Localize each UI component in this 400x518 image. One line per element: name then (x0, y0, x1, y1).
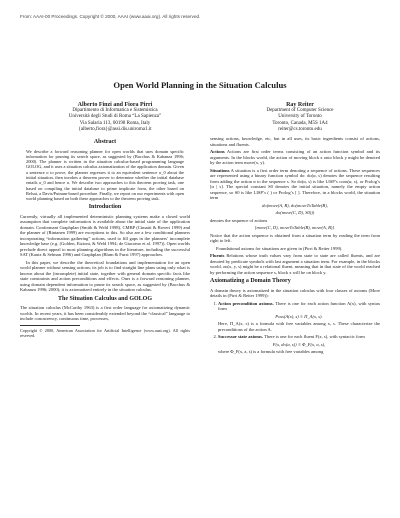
authors-left-affiliation-2: Università degli Studi di Roma “La Sapienza” (68, 114, 162, 120)
situation-calculus-heading: The Situation Calculus and GOLOG (57, 295, 153, 302)
abstract-heading: Abstract (93, 139, 117, 145)
actions-runin: Actions (210, 149, 225, 154)
item2-runin: Successor state axioms. (218, 334, 264, 339)
situation-term-line-2: do(move(C, D), S0))) (275, 210, 315, 215)
actions-text: Actions are first order terms consisting of an action function symbol and its arguments. In the blocks world, the action of moving block x onto block y might be denoted by the action term move(x, y). (210, 149, 380, 165)
left-column (20, 136, 190, 338)
actions-paragraph (210, 149, 380, 166)
copyright-header-note: From: AAAI-00 Proceedings. Copyright © 2000, AAAI (www.aaai.org). All rights reserved. (20, 14, 201, 19)
intro-paragraph-1: Currently, virtually all implemented deterministic planning systems make a closed world assumption that complete information is available about the initial state of the application domain. Conformant Graphplan (Smith & Weld 1998), CMBP (Cimatti & Roveri 1999) and the planner of (Rintanen 1999) are exceptions to this. So also are a few conditional planners incorporating “information gathering” actions, used to fill gaps in the planners’ incomplete knowledge base (e.g. (Golden, Etzioni, & Weld 1994; de Giacomo et al. 1997)). Open worlds preclude direct appeal to most planning algorithms in the literature, including the successful SAT (Kautz & Selman 1996) and Graphplan (Blum & Furst 1997) approaches. (20, 213, 190, 258)
list-item (218, 301, 380, 333)
situation-calculus-paragraph: The situation calculus (McCarthy 1963) is a first order language for axiomatizing dynamic worlds. In recent years, it has been considerably extended beyond the “classical” language to include concurrency, continuous time, processes, (20, 305, 190, 322)
situation-term-line-1: do(move(A, B), do(moveToTable(B), (262, 202, 328, 208)
item2-after: where Φ_F(x, a, s) is a formula with free variables among (218, 349, 324, 354)
item1-after: Here, Π_A(x, s) is a formula with free variables among x, s. These characterize the preconditions of the action A. (218, 321, 380, 332)
list-item (218, 334, 380, 355)
item1-text: There is one for each action function A(x), with syntax form (218, 300, 381, 311)
situation-denotes: denotes the sequence of actions (210, 217, 268, 223)
paper-title: Open World Planning in the Situation Calculus (113, 80, 287, 90)
situation-action-sequence: [move(C, D), moveToTable(B), move(A, B)]. (254, 225, 336, 230)
copyright-footnote: Copyright © 2000, American Association for Artificial Intelligence (www.aaai.org). All rights reserved. (20, 327, 190, 338)
item1-runin: Action precondition axioms. (218, 300, 274, 306)
authors-right-address: Toronto, Canada, M5S 1A4 (272, 120, 328, 126)
item2-formula: F(x, do(a, s)) ≡ Φ_F(x, a, s), (272, 341, 326, 347)
fluents-runin: Fluents (210, 253, 225, 258)
authors-right-affiliation-2: University of Toronto (278, 114, 322, 120)
axiom-classes-list (210, 301, 380, 355)
situations-paragraph (210, 168, 380, 201)
situations-runin: Situations (210, 167, 230, 173)
situation-foundational: Foundational axioms for situations are given in (Pirri & Reiter 1999). (216, 245, 343, 251)
situation-notice: Notice that the action sequence is obtained from a situation term by reading the term from right to left. (210, 232, 380, 243)
authors-left-names: Alberto Finzi and Fiora Pirri (77, 102, 153, 108)
right-paragraph-1: sensing actions, knowledge, etc, but in all uses, its basic ingredients consist of actions, situations and fluents. (210, 136, 380, 147)
authors-left-block (40, 102, 190, 133)
authors-right-email: reiter@cs.toronto.edu (278, 126, 322, 132)
item2-text: There is one for each fluent F(x, s), with syntactic form (264, 334, 365, 339)
item1-formula: Poss(A(x), s) ≡ Π_A(x, s). (275, 313, 323, 319)
authors-left-address: Via Salaria 113, 00198 Roma, Italy (79, 120, 151, 126)
axiomatizing-heading: Axiomatizing a Domain Theory (210, 278, 291, 284)
authors-right-name: Ray Reiter (286, 102, 314, 108)
authors-right-affiliation-1: Department of Computer Science (266, 108, 334, 114)
abstract-text: We describe a forward reasoning planner for open worlds that uses domain specific information for pruning its search space, as suggested by (Bacchus & Kabanza 1996; 2000). The planner is written in the situation calculus-based programming language GOLOG, and it uses a situation calculus axiomatization of the application domain. Given a sentence σ to prove, the planner regresses it to an equivalent sentence σ_0 about the initial situation, then invokes a theorem prover to determine whether the initial database entails σ_0 and hence σ. We describe two approaches to this theorem proving task, one based on compiling the initial database to prime implicate form, the other based on Relsat, a Davis/Putnam-based procedure. Finally, we report on our experiments with open world planning based on both these approaches to the theorem proving task. (26, 148, 184, 202)
footnote-rule (20, 325, 80, 326)
authors-left-email: {alberto,fiora}@assi.dis.uniroma1.it (78, 126, 152, 132)
intro-paragraph-2: In this paper, we describe the theoretical foundations and implementation for an open world planner without sensing actions; its job is to find straight line plans using only what is known about the (incomplete) initial state, together with general domain specific facts like state constraints and action preconditions and effects. Ours is a forward reasoning planner, using domain dependent information to prune its search space, as suggested by (Bacchus & Kabanza 1996; 2000); it is axiomatized entirely in the situation calculus. (20, 259, 190, 293)
situations-text: A situation is a first order term denoting a sequence of actions. These sequences are represented using a binary function symbol do: do(α, s) denotes the sequence resulting from adding the action α to the sequence s. So do(α, s) is like LISP’s cons(α, s), or Prolog’s [α | s]. The special constant S0 denotes the initial situation, namely the empty action sequence, so S0 is like LISP’s ( ) or Prolog’s [ ]. Therefore, in a blocks world, the situation term (210, 167, 381, 200)
introduction-heading: Introduction (88, 204, 122, 211)
right-column (210, 136, 380, 357)
fluents-paragraph (210, 253, 380, 275)
axiomatizing-text: A domain theory is axiomatized in the situation calculus with four classes of axioms (More details in (Pirri & Reiter 1999)): (210, 287, 380, 298)
authors-left-affiliation-1: Dipartimento di Informatica e Sistemistica (72, 108, 158, 114)
fluents-text: Relations whose truth values vary from state to state are called fluents, and are denoted by predicate symbols with last argument a situation term. For example, in the blocks world, on(x, y, s) might be a relational fluent, meaning that in that state of the world reached by performing the action sequence s, block x will be on block y. (210, 253, 380, 275)
authors-right-block (225, 102, 375, 133)
